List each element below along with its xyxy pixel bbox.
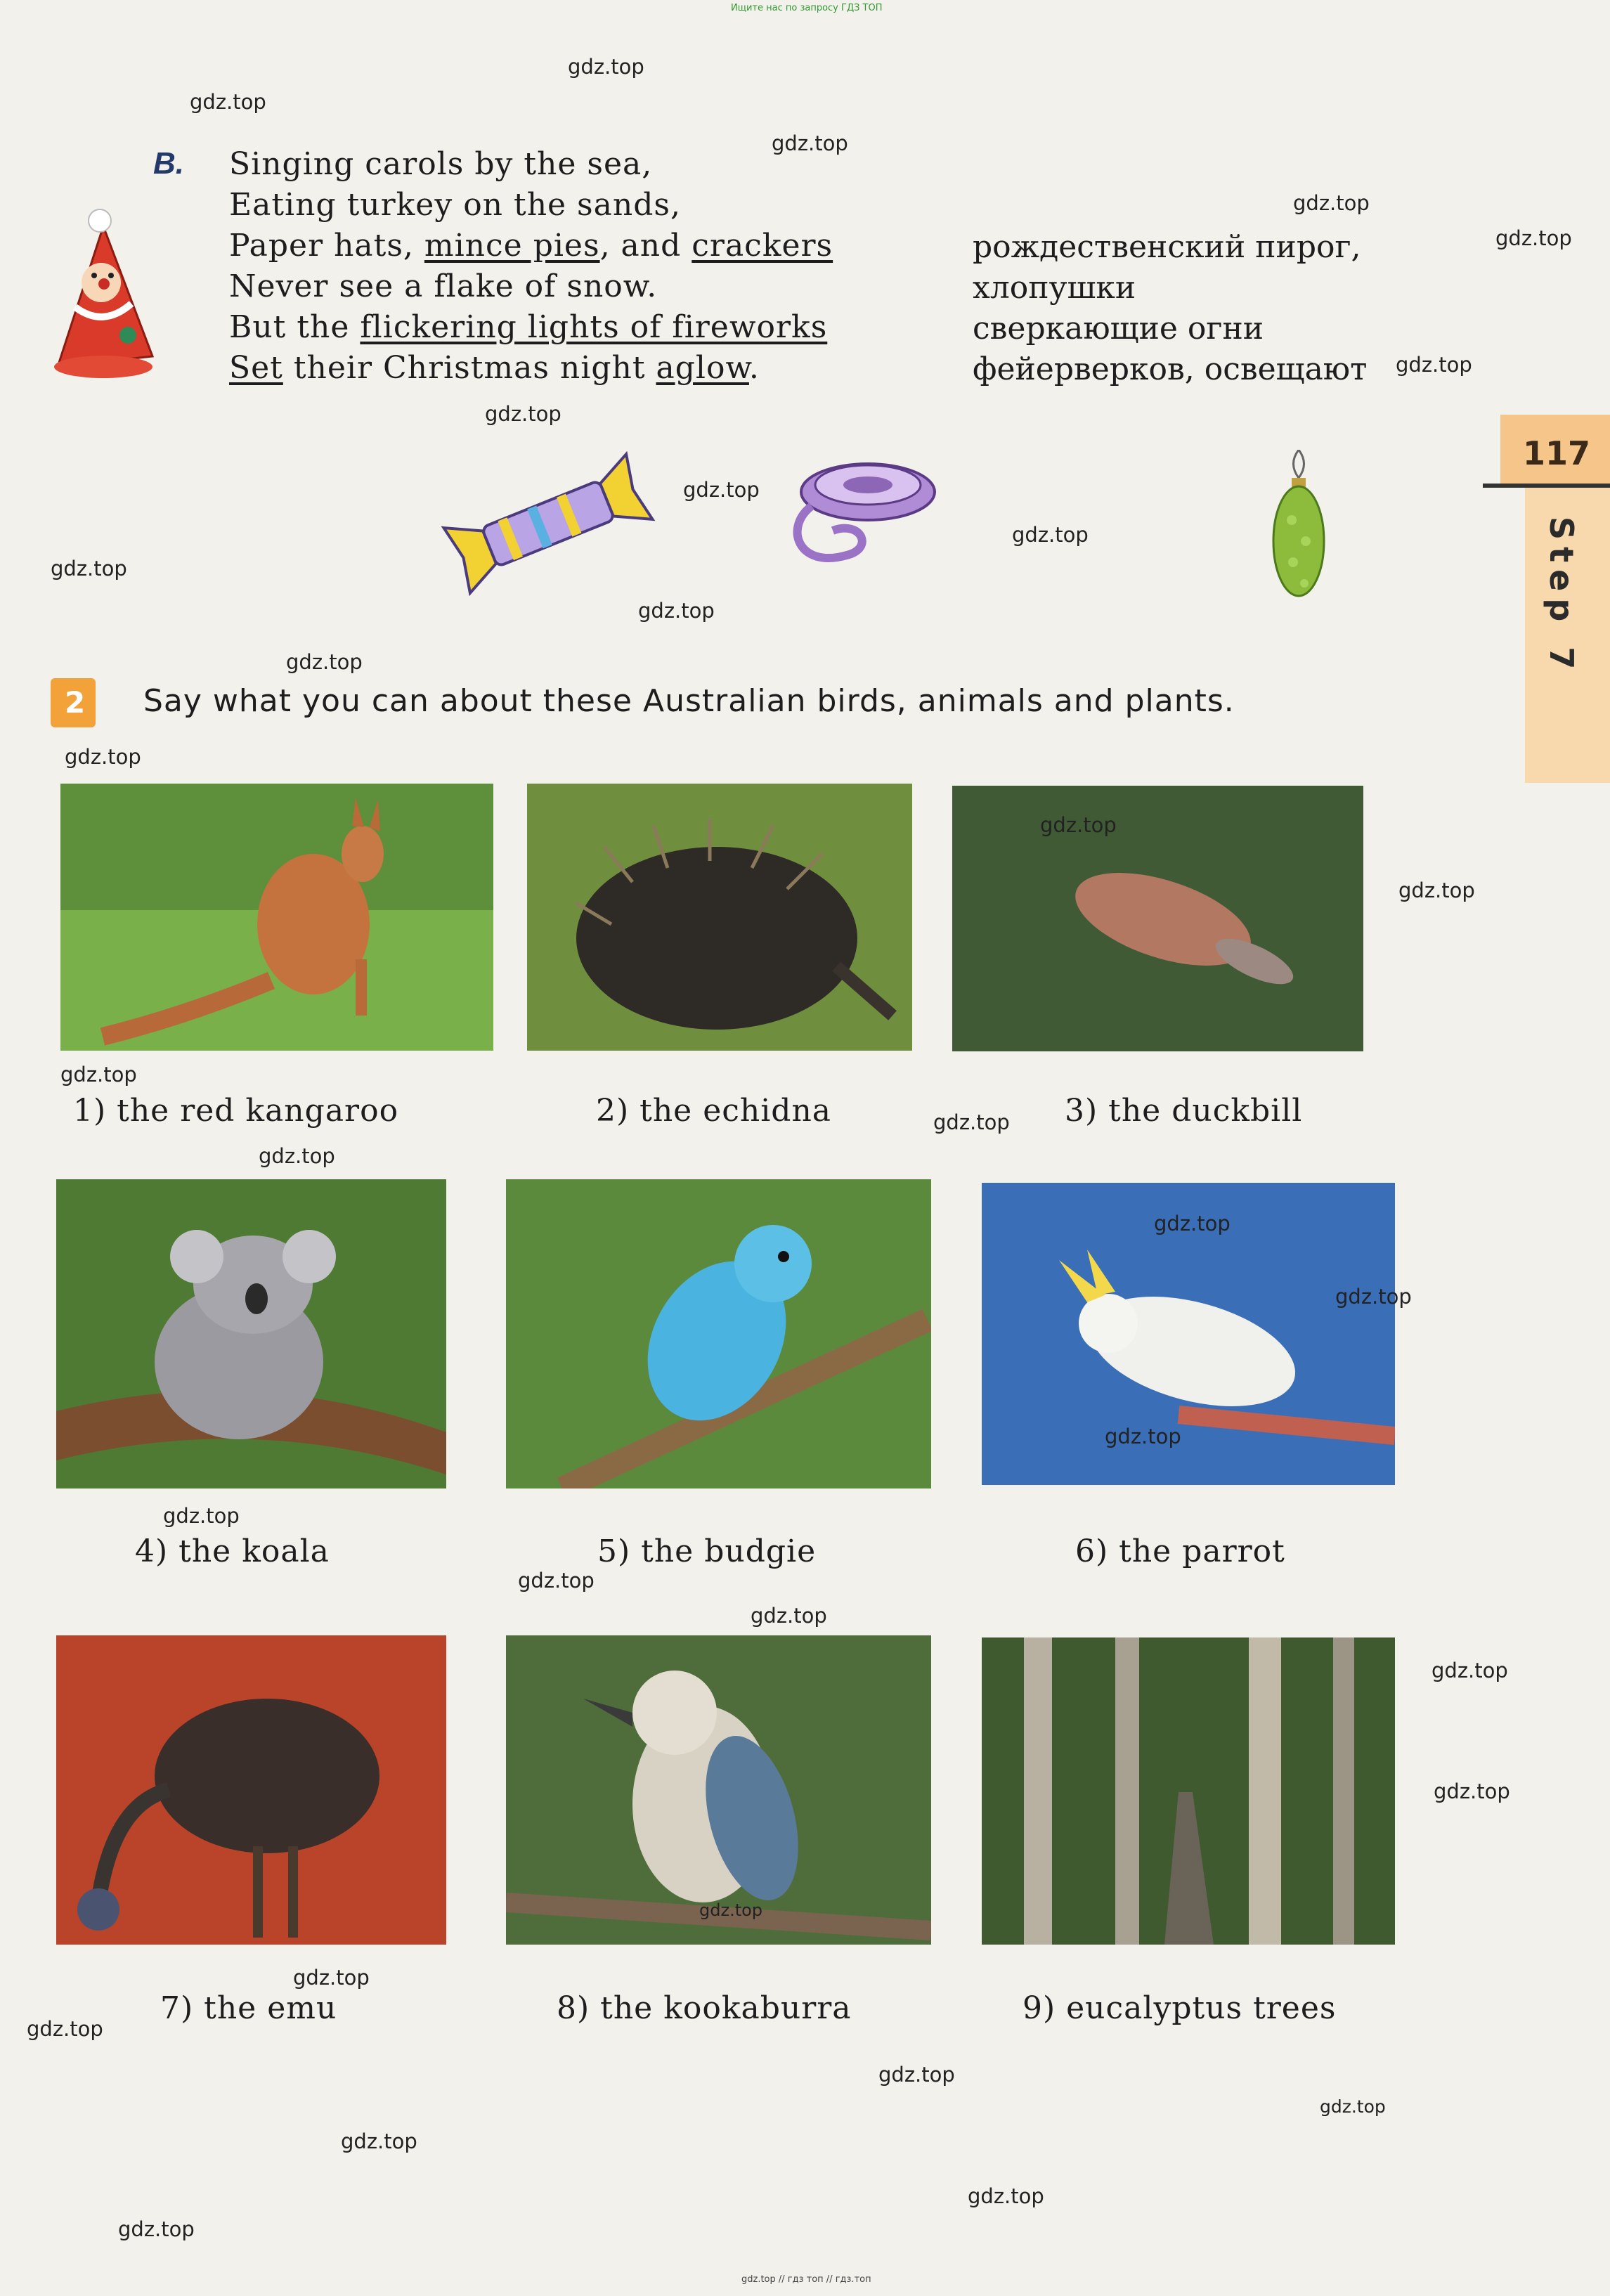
- poem-line: [229, 226, 833, 266]
- watermark: gdz.top: [1012, 523, 1089, 547]
- watermark: gdz.top: [638, 599, 715, 623]
- watermark: gdz.top: [118, 2217, 195, 2241]
- gloss-line: сверкающие огни: [973, 311, 1264, 346]
- santa-hat-illustration: [51, 205, 156, 384]
- caption: 7) the emu: [160, 1990, 337, 2026]
- header-note: Ищите нас по запросу ГДЗ ТОП: [731, 3, 883, 13]
- watermark: gdz.top: [933, 1110, 1010, 1134]
- photo-kookaburra: [506, 1635, 931, 1945]
- watermark: gdz.top: [293, 1966, 370, 1990]
- gloss-line: рождественский пирог,: [973, 229, 1361, 265]
- watermark: gdz.top: [518, 1569, 595, 1593]
- poem-line: Never see a flake of snow.: [229, 268, 658, 304]
- photo-red-kangaroo: [60, 784, 493, 1051]
- vocab-crackers: crackers: [692, 228, 833, 264]
- watermark: gdz.top: [968, 2184, 1044, 2208]
- watermark: gdz.top: [27, 2017, 103, 2041]
- photo-emu: [56, 1635, 446, 1945]
- watermark: gdz.top: [1434, 1779, 1510, 1803]
- watermark: gdz.top: [163, 1504, 240, 1528]
- vocab-flickering-lights: flickering lights of fireworks: [360, 309, 828, 345]
- watermark: gdz.top: [1040, 813, 1117, 837]
- task-number-badge: [51, 678, 96, 727]
- poem-text: Paper hats,: [229, 228, 424, 264]
- vocab-mince-pies: mince pies: [424, 228, 600, 264]
- watermark: gdz.top: [286, 650, 363, 674]
- caption: 6) the parrot: [1075, 1533, 1285, 1569]
- gloss-line: фейерверков, освещают: [973, 351, 1368, 387]
- poem-line: Eating turkey on the sands,: [229, 187, 681, 223]
- caption: 9) eucalyptus trees: [1023, 1990, 1337, 2026]
- watermark: gdz.top: [1293, 191, 1370, 215]
- photo-duckbill: [952, 786, 1363, 1051]
- caption: 4) the koala: [135, 1533, 330, 1569]
- poem-line: [229, 348, 833, 389]
- footer-note: gdz.top // гдз топ // гдз.топ: [741, 2274, 871, 2285]
- watermark: gdz.top: [683, 478, 760, 502]
- watermark: gdz.top: [1335, 1285, 1412, 1309]
- caption: 5) the budgie: [597, 1533, 817, 1569]
- photo-koala: [56, 1179, 446, 1488]
- caption: 1) the red kangaroo: [73, 1093, 399, 1129]
- watermark: gdz.top: [51, 557, 127, 581]
- task-instruction: Say what you can about these Australian birds, animals and plants.: [143, 683, 1235, 719]
- page-number: 117: [1523, 434, 1591, 472]
- vocab-aglow: aglow: [656, 350, 749, 386]
- vocab-set: Set: [229, 350, 283, 386]
- poem-line: Singing carols by the sea,: [229, 146, 653, 182]
- watermark: gdz.top: [751, 1604, 827, 1628]
- watermark: gdz.top: [1398, 878, 1475, 902]
- photo-budgie: [506, 1179, 931, 1488]
- poem-text: , and: [599, 228, 692, 264]
- watermark: gdz.top: [568, 55, 644, 79]
- gloss-line: хлопушки: [973, 270, 1136, 306]
- task-number: 2: [65, 685, 86, 720]
- watermark: gdz.top: [1495, 226, 1572, 250]
- photo-eucalyptus-trees: [982, 1637, 1395, 1945]
- step-label: Step 7: [1543, 517, 1580, 677]
- watermark: gdz.top: [878, 2063, 955, 2087]
- watermark: gdz.top: [1432, 1659, 1508, 1682]
- page-number-tab: [1500, 415, 1610, 485]
- watermark: gdz.top: [1320, 2096, 1386, 2117]
- poem-text: .: [748, 350, 760, 386]
- ribbon-illustration: [770, 443, 945, 579]
- photo-echidna: [527, 784, 912, 1051]
- bauble-illustration: [1271, 450, 1327, 621]
- poem-line: [229, 307, 833, 348]
- watermark: gdz.top: [1154, 1212, 1231, 1235]
- watermark: gdz.top: [1105, 1425, 1181, 1448]
- poem: [229, 144, 833, 389]
- poem-text: But the: [229, 309, 361, 345]
- watermark: gdz.top: [772, 131, 848, 155]
- vocabulary-gloss: [973, 227, 1367, 390]
- watermark: gdz.top: [65, 745, 141, 769]
- watermark: gdz.top: [699, 1900, 763, 1920]
- caption: 8) the kookaburra: [557, 1990, 852, 2026]
- watermark: gdz.top: [485, 402, 561, 426]
- watermark: gdz.top: [1396, 353, 1472, 377]
- cracker-illustration: [436, 450, 661, 600]
- watermark: gdz.top: [259, 1144, 335, 1168]
- caption: 2) the echidna: [596, 1093, 832, 1129]
- section-letter: B.: [153, 146, 184, 181]
- caption: 3) the duckbill: [1065, 1093, 1303, 1129]
- watermark: gdz.top: [190, 90, 266, 114]
- watermark: gdz.top: [341, 2129, 417, 2153]
- poem-text: their Christmas night: [283, 350, 656, 386]
- watermark: gdz.top: [60, 1063, 137, 1087]
